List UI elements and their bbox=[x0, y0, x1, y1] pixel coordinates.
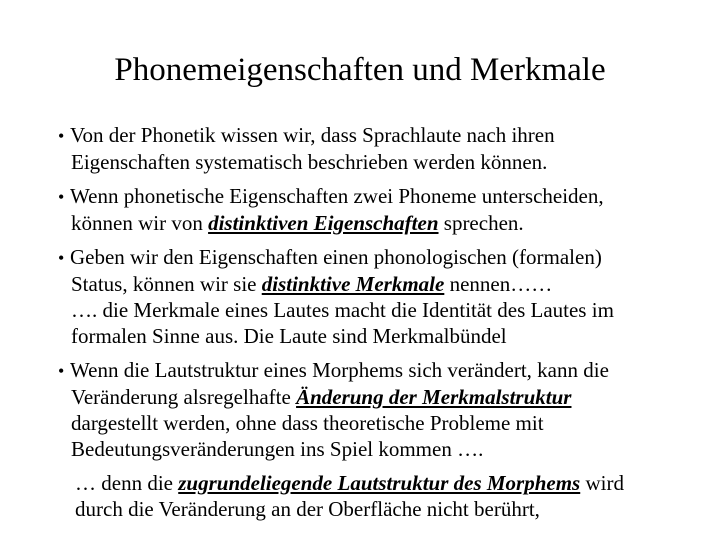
continuation-text: …. die Merkmale eines Lautes macht die Identität des Lautes im bbox=[71, 298, 614, 322]
bullet-text: Von der Phonetik wissen wir, dass Sprachlaute nach ihren bbox=[70, 123, 555, 147]
tail-text: … denn die bbox=[75, 471, 179, 495]
bullet-list bbox=[58, 122, 708, 522]
bullet-item bbox=[58, 122, 708, 175]
bullet-text: nennen…… bbox=[444, 272, 553, 296]
tail-text: durch die Veränderung an der Oberfläche nicht berührt, bbox=[75, 497, 540, 521]
tail-text: wird bbox=[580, 471, 624, 495]
continuation-text: formalen Sinne aus. Die Laute sind Merkmalbündel bbox=[71, 324, 507, 348]
bullet-item bbox=[58, 357, 708, 462]
bullet-text: sprechen. bbox=[438, 211, 524, 235]
emphasized-term: distinktive Merkmale bbox=[261, 272, 445, 296]
bullet-item bbox=[58, 183, 708, 236]
bullet-text: dargestellt werden, ohne dass theoretische Probleme mit bbox=[71, 411, 544, 435]
emphasized-term: zugrundeliegende Lautstruktur des Morphems bbox=[178, 471, 581, 495]
bullet-marker: • bbox=[58, 361, 65, 381]
bullet-item bbox=[58, 244, 708, 349]
emphasized-term: distinktiven Eigenschaften bbox=[208, 211, 439, 235]
bullet-text: Bedeutungsveränderungen ins Spiel kommen …. bbox=[71, 437, 484, 461]
tail-paragraph bbox=[58, 470, 708, 522]
bullet-marker: • bbox=[58, 187, 65, 207]
bullet-text: Geben wir den Eigenschaften einen phonologischen (formalen) bbox=[70, 245, 602, 269]
slide-title: Phonemeigenschaften und Merkmale bbox=[114, 52, 606, 88]
bullet-text: Wenn die Lautstruktur eines Morphems sich verändert, kann die bbox=[70, 358, 609, 382]
bullet-text: Eigenschaften systematisch beschrieben werden können. bbox=[71, 150, 548, 174]
bullet-marker: • bbox=[58, 248, 65, 268]
bullet-marker: • bbox=[58, 126, 65, 146]
bullet-text: Veränderung alsregelhafte bbox=[71, 385, 297, 409]
bullet-text: können wir von bbox=[71, 211, 209, 235]
emphasized-term: Änderung der Merkmalstruktur bbox=[296, 385, 572, 409]
bullet-text: Wenn phonetische Eigenschaften zwei Phoneme unterscheiden, bbox=[70, 184, 604, 208]
bullet-text: Status, können wir sie bbox=[71, 272, 262, 296]
